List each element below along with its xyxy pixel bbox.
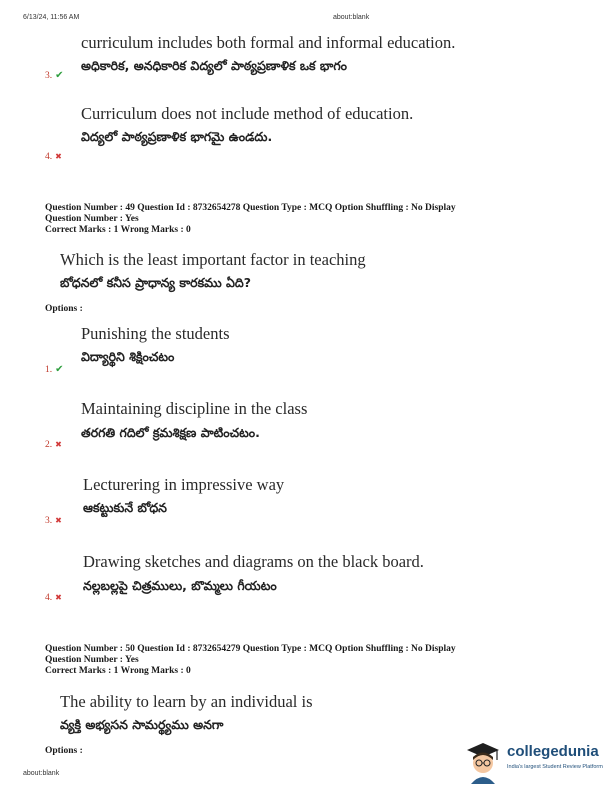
q49-meta-line3: Correct Marks : 1 Wrong Marks : 0	[45, 225, 191, 235]
prev-option-4-number: 4. ✖	[45, 152, 62, 162]
q49-option-2-en: Maintaining discipline in the class	[81, 399, 308, 418]
brand-name: collegedunia	[507, 743, 599, 760]
q49-question-en: Which is the least important factor in teaching	[60, 250, 366, 269]
prev-option-4-te: విద్యలో పాఠ్యప్రణాళిక భాగమై ఉండదు.	[81, 129, 273, 144]
wrong-cross-icon: ✖	[55, 593, 62, 602]
wrong-cross-icon: ✖	[55, 440, 62, 449]
q49-option-4-te: నల్లబల్లపై చిత్రములు, బొమ్మలు గీయటం	[83, 578, 277, 593]
q49-meta-line2: Question Number : Yes	[45, 214, 139, 224]
q49-option-3-number: 3. ✖	[45, 516, 62, 526]
correct-check-icon: ✔	[55, 70, 64, 81]
q49-option-4-number: 4. ✖	[45, 593, 62, 603]
q49-question-te: బోధనలో కనీస ప్రాధాన్య కారకము ఏది?	[60, 275, 251, 290]
q50-meta	[45, 644, 456, 677]
brand-tagline: India's largest Student Review Platform	[507, 764, 603, 770]
q50-options-label: Options :	[45, 746, 83, 756]
q49-meta	[45, 203, 456, 236]
wrong-cross-icon: ✖	[55, 516, 62, 525]
prev-option-3-en: curriculum includes both formal and informal education.	[81, 33, 456, 52]
q49-option-4-en: Drawing sketches and diagrams on the black board.	[83, 552, 424, 571]
q49-option-1-te: విద్యార్థిని శిక్షించటం	[81, 349, 175, 364]
print-timestamp: 6/13/24, 11:56 AM	[23, 14, 80, 21]
q49-option-3-te: ఆకట్టుకునే బోధన	[83, 500, 167, 515]
prev-option-3-number: 3. ✔	[45, 70, 64, 81]
print-page-title: about:blank	[333, 14, 370, 21]
q50-meta-line1: Question Number : 50 Question Id : 8732654279 Question Type : MCQ Option Shuffling : No Display	[45, 644, 456, 654]
student-mascot-icon	[463, 740, 503, 784]
q49-meta-line1: Question Number : 49 Question Id : 8732654278 Question Type : MCQ Option Shuffling : No Display	[45, 203, 456, 213]
q50-question-en: The ability to learn by an individual is	[60, 692, 313, 711]
q49-option-2-te: తరగతి గదిలో క్రమశిక్షణ పాటించటం.	[81, 425, 260, 440]
q50-meta-line2: Question Number : Yes	[45, 655, 139, 665]
q49-option-2-number: 2. ✖	[45, 440, 62, 450]
correct-check-icon: ✔	[55, 364, 64, 375]
q49-options-label: Options :	[45, 304, 83, 314]
q49-option-1-en: Punishing the students	[81, 324, 230, 343]
collegedunia-logo	[463, 740, 611, 784]
prev-option-3-te: అధికారిక, అనధికారిక విద్యలో పాఠ్యప్రణాళిక ఒక భాగం	[81, 58, 347, 73]
wrong-cross-icon: ✖	[55, 152, 62, 161]
prev-option-4-en: Curriculum does not include method of education.	[81, 104, 414, 123]
print-footer-url: about:blank	[23, 770, 60, 777]
q50-meta-line3: Correct Marks : 1 Wrong Marks : 0	[45, 666, 191, 676]
q49-option-1-number: 1. ✔	[45, 364, 64, 375]
q49-option-3-en: Lecturering in impressive way	[83, 475, 285, 494]
q50-question-te: వ్యక్తి అభ్యసన సామర్థ్యము అనగా	[60, 717, 224, 732]
